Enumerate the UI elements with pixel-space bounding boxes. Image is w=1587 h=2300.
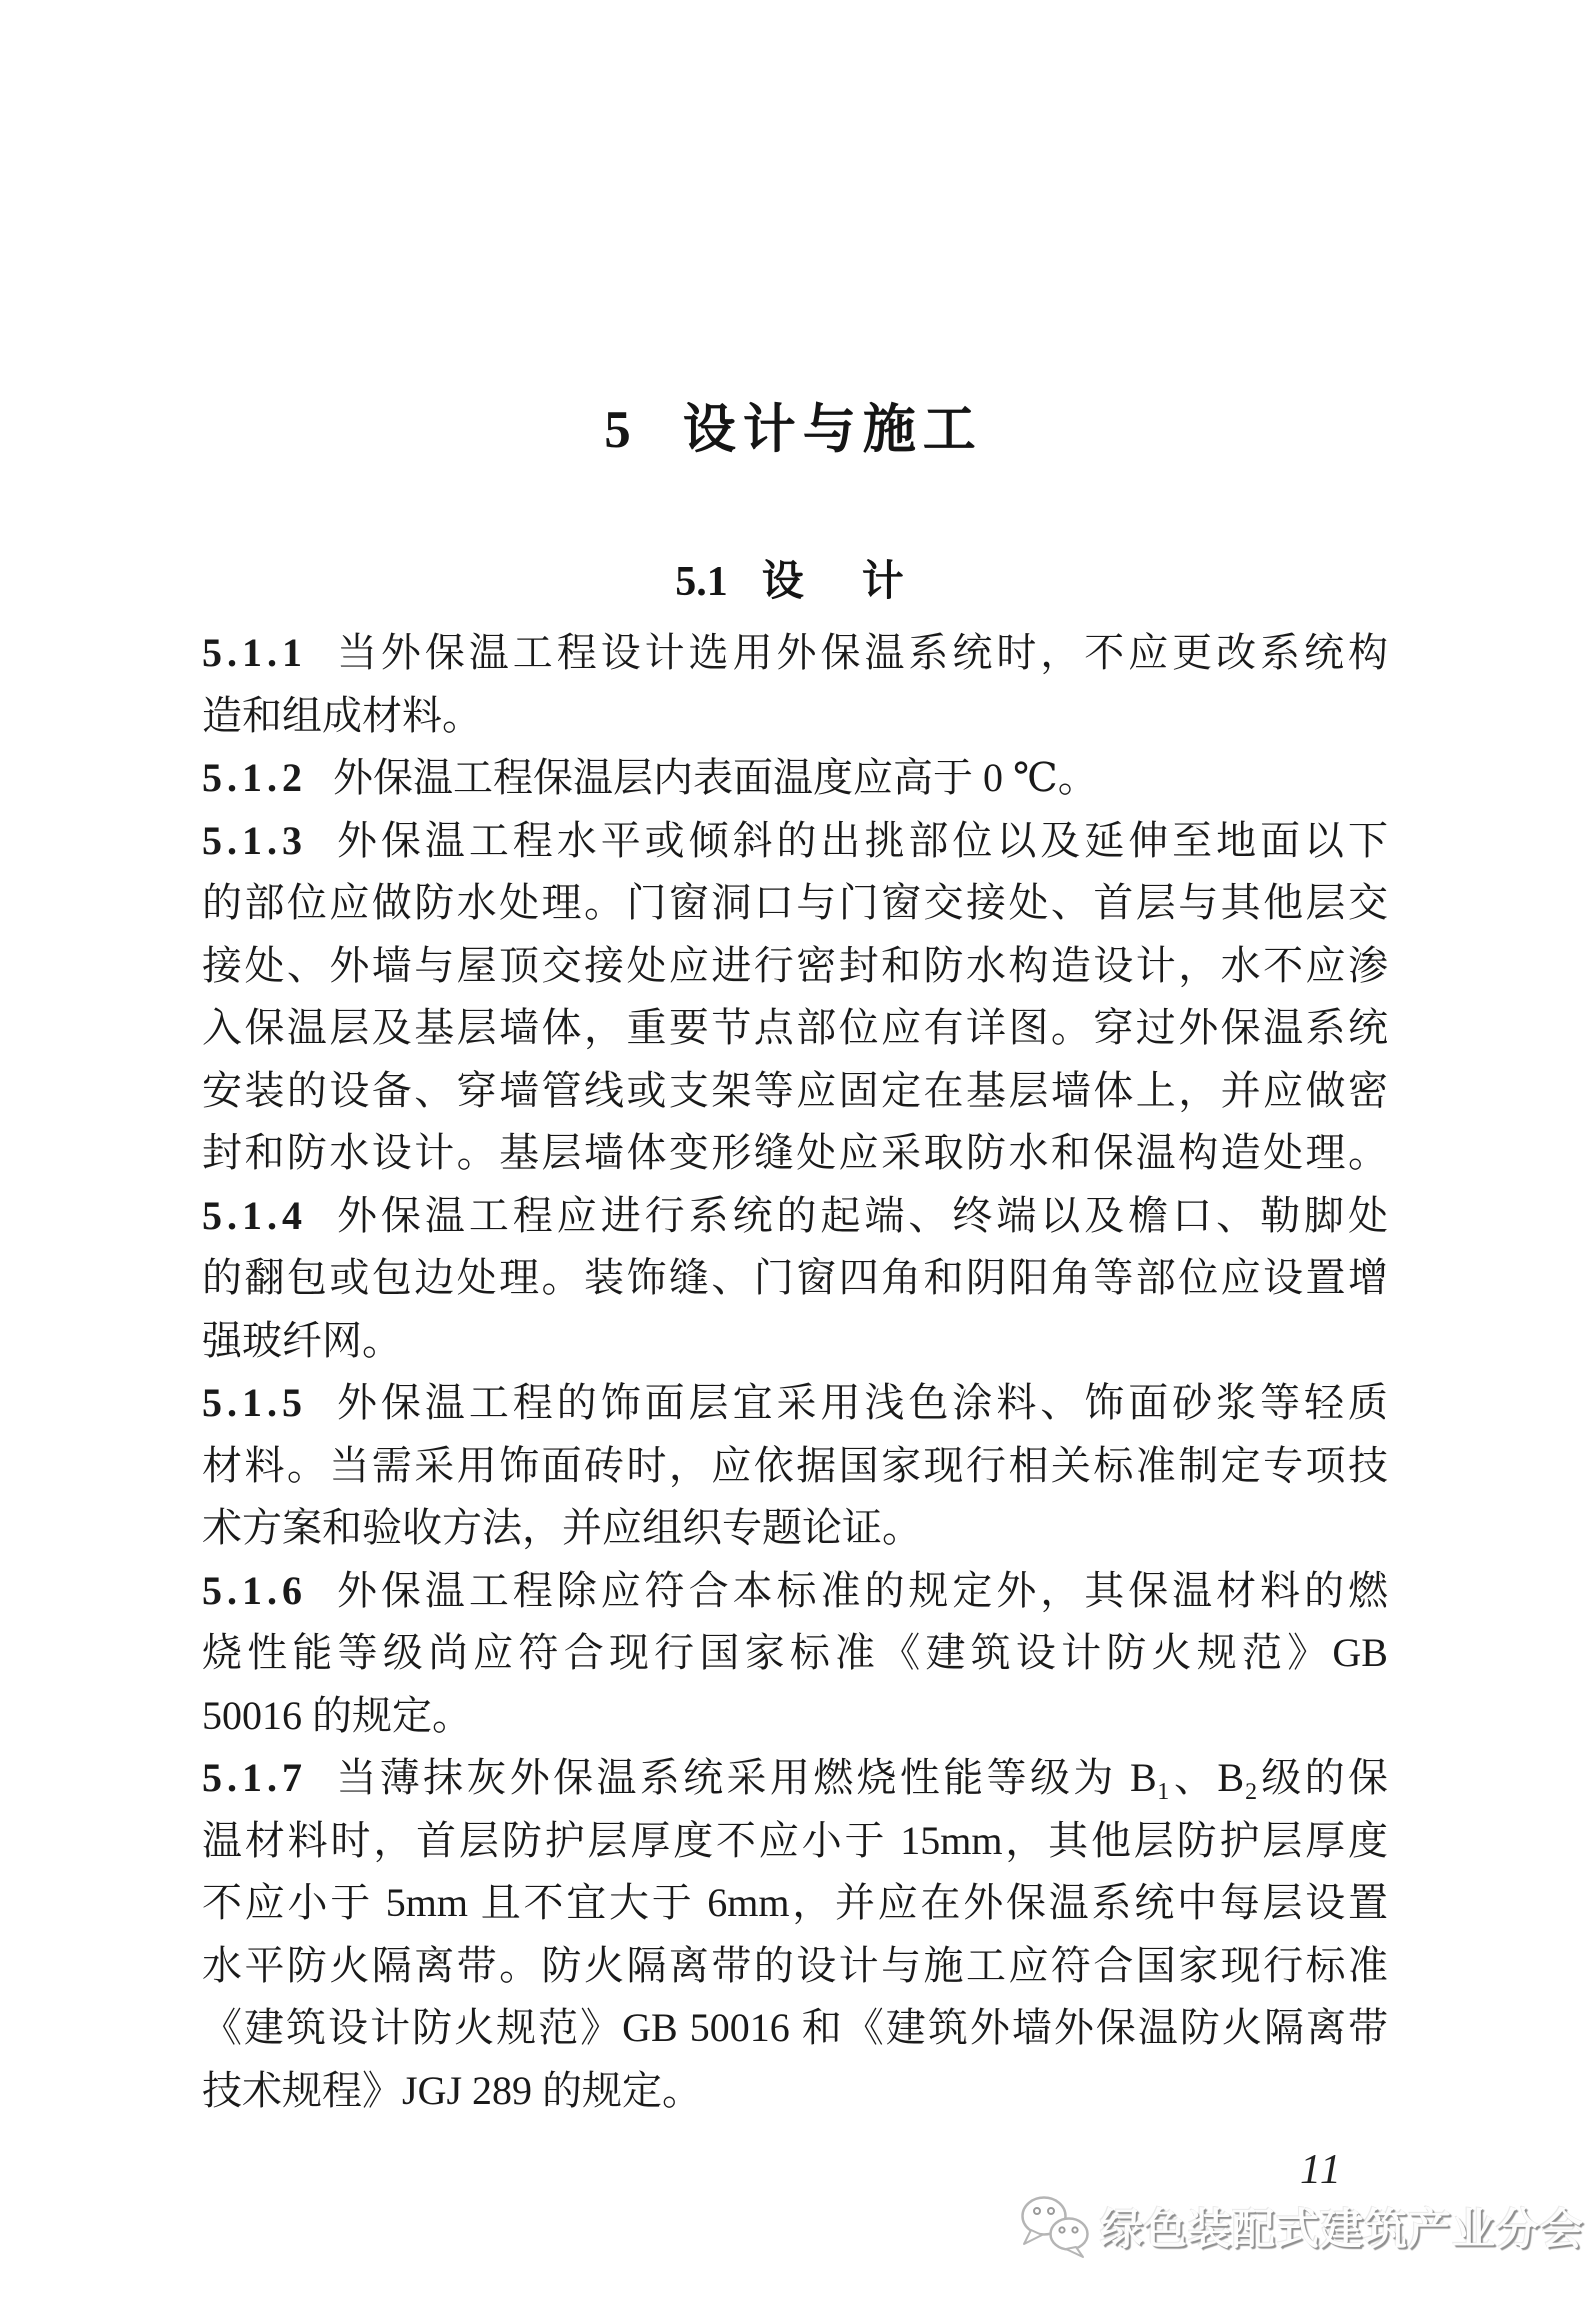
clause-number: 5.1.2 (202, 755, 307, 800)
clause-text: 的翻包或包边处理。装饰缝、门窗四角和阴阳角等部位应设置增 (202, 1255, 1388, 1300)
clause-text: 接处、外墙与屋顶交接处应进行密封和防水构造设计，水不应渗 (202, 942, 1388, 988)
body-line (202, 935, 1388, 998)
body-line (202, 872, 1388, 935)
body-line (202, 1497, 1388, 1560)
chapter-number: 5 (604, 401, 631, 459)
section-title (0, 556, 1587, 608)
clause-text: 技术规程》JGJ 289 的规定。 (202, 2067, 703, 2113)
chapter-title-text: 设计与施工 (682, 401, 983, 459)
body-line (202, 1060, 1388, 1123)
clause-text: 不应小于 5mm 且不宜大于 6mm，并应在外保温系统中每层设置 (202, 1880, 1388, 1925)
clause-text: 50016 的规定。 (202, 1692, 472, 1738)
body-line (202, 1435, 1388, 1498)
clause-number: 5.1.7 (202, 1755, 307, 1800)
clause-number: 5.1.1 (202, 630, 307, 675)
clause-text: 水平防火隔离带。防火隔离带的设计与施工应符合国家现行标准 (202, 1942, 1388, 1988)
clause-text: 烧性能等级尚应符合现行国家标准《建筑设计防火规范》GB (202, 1630, 1388, 1675)
clause-text: 当外保温工程设计选用外保温系统时，不应更改系统构 (333, 630, 1388, 675)
clause-text: 封和防水设计。基层墙体变形缝处应采取防水和保温构造处理。 (202, 1130, 1388, 1175)
clause-text: 强玻纤网。 (202, 1317, 402, 1363)
body-line (202, 1622, 1388, 1685)
clause-text: 温材料时，首层防护层厚度不应小于 15mm，其他层防护层厚度 (202, 1817, 1388, 1863)
body-line (202, 1997, 1388, 2060)
clause-number: 5.1.4 (202, 1192, 307, 1238)
body-line (202, 997, 1388, 1060)
clause-text: 安装的设备、穿墙管线或支架等应固定在基层墙体上，并应做密 (202, 1067, 1388, 1113)
body-line (202, 2060, 1388, 2123)
body-line (202, 1247, 1388, 1310)
clause-text: 外保温工程应进行系统的起端、终端以及檐口、勒脚处 (333, 1192, 1388, 1238)
body-line (202, 622, 1388, 685)
body-line (202, 1372, 1388, 1435)
clause-text: 造和组成材料。 (202, 692, 482, 738)
clause-number: 5.1.3 (202, 817, 307, 863)
body-line (202, 1810, 1388, 1873)
clause-text: 外保温工程除应符合本标准的规定外，其保温材料的燃 (333, 1567, 1388, 1613)
body-line (202, 1560, 1388, 1623)
clause-text: 外保温工程水平或倾斜的出挑部位以及延伸至地面以下 (333, 817, 1388, 863)
clause-text: 当薄抹灰外保温系统采用燃烧性能等级为 B₁、B₂级的保 (333, 1755, 1388, 1800)
watermark-text: 绿色装配式建筑产业分会 (1100, 2205, 1584, 2254)
clause-text: 《建筑设计防火规范》GB 50016 和《建筑外墙外保温防火隔离带 (202, 2005, 1388, 2050)
clause-text: 术方案和验收方法，并应组织专题论证。 (202, 1505, 922, 1550)
body-text (202, 622, 1388, 2122)
watermark (1016, 2192, 1584, 2260)
clause-text: 材料。当需采用饰面砖时，应依据国家现行相关标准制定专项技 (202, 1442, 1388, 1488)
body-line (202, 1185, 1388, 1248)
body-line (202, 1935, 1388, 1998)
clause-number: 5.1.6 (202, 1567, 307, 1613)
section-title-text: 设 计 (761, 559, 912, 605)
section-number: 5.1 (675, 559, 728, 605)
wechat-icon (1016, 2192, 1096, 2260)
clause-text: 的部位应做防水处理。门窗洞口与门窗交接处、首层与其他层交 (202, 880, 1388, 925)
body-line (202, 1310, 1388, 1373)
clause-text: 入保温层及基层墙体，重要节点部位应有详图。穿过外保温系统 (202, 1005, 1388, 1050)
body-line (202, 685, 1388, 748)
clause-number: 5.1.5 (202, 1380, 307, 1425)
body-line (202, 1872, 1388, 1935)
body-line (202, 1747, 1388, 1810)
page-number: 11 (1300, 2147, 1343, 2193)
chapter-title (0, 398, 1587, 462)
clause-text: 外保温工程的饰面层宜采用浅色涂料、饰面砂浆等轻质 (333, 1380, 1388, 1425)
clause-text: 外保温工程保温层内表面温度应高于 0 ℃。 (333, 755, 1098, 800)
body-line (202, 747, 1388, 810)
body-line (202, 810, 1388, 873)
body-line (202, 1685, 1388, 1748)
body-line (202, 1122, 1388, 1185)
